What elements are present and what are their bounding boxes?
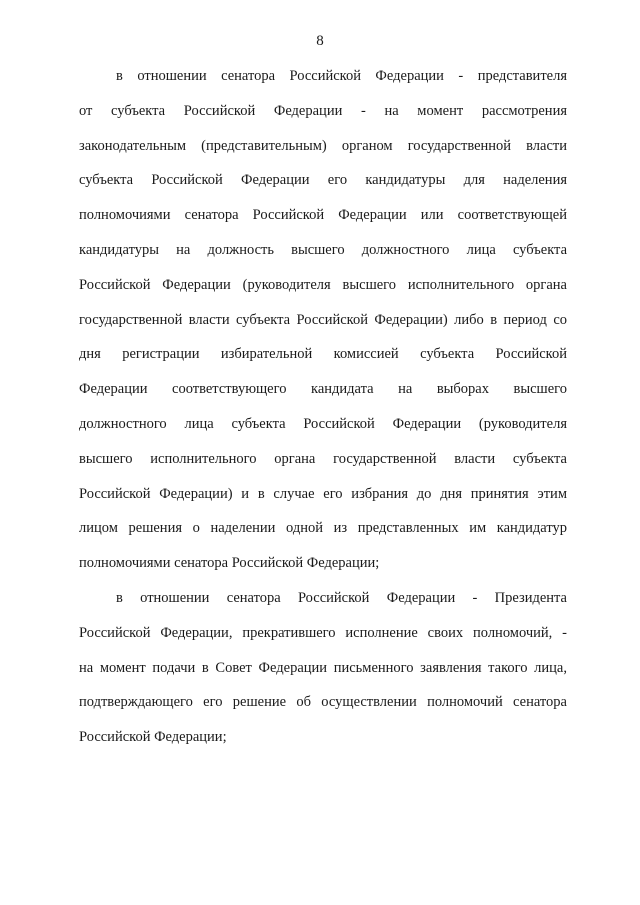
- text-line: кандидатуры на должность высшего должностного лица субъекта: [79, 241, 567, 258]
- text-line: Российской Федерации) и в случае его избрания до дня принятия этим: [79, 485, 567, 502]
- paragraph-senator-president: [79, 588, 567, 762]
- text-line: должностного лица субъекта Российской Федерации (руководителя: [79, 415, 567, 432]
- text-line: на момент подачи в Совет Федерации письменного заявления такого лица,: [79, 659, 567, 676]
- text-line: от субъекта Российской Федерации - на момент рассмотрения: [79, 102, 567, 119]
- text-line: Российской Федерации, прекратившего исполнение своих полномочий, -: [79, 624, 567, 641]
- page-number: 8: [316, 33, 324, 49]
- text-line: в отношении сенатора Российской Федерации - Президента: [116, 590, 567, 606]
- paragraph-senator-representative: [79, 66, 567, 588]
- text-line: дня регистрации избирательной комиссией субъекта Российской: [79, 346, 567, 363]
- text-line: законодательным (представительным) органом государственной власти: [79, 137, 567, 154]
- text-line: Российской Федерации;: [79, 729, 227, 746]
- text-line: в отношении сенатора Российской Федерации - представителя: [116, 68, 567, 84]
- text-line: государственной власти субъекта Российской Федерации) либо в период со: [79, 311, 567, 328]
- text-line: полномочиями сенатора Российской Федерации или соответствующей: [79, 207, 567, 224]
- text-line: лицом решения о наделении одной из представленных им кандидатур: [79, 520, 567, 537]
- text-line: Федерации соответствующего кандидата на выборах высшего: [79, 381, 567, 398]
- text-line: Российской Федерации (руководителя высшего исполнительного органа: [79, 276, 567, 293]
- text-line: высшего исполнительного органа государственной власти субъекта: [79, 450, 567, 467]
- text-line: подтверждающего его решение об осуществлении полномочий сенатора: [79, 694, 567, 711]
- text-line: субъекта Российской Федерации его кандидатуры для наделения: [79, 172, 567, 189]
- text-line: полномочиями сенатора Российской Федерации;: [79, 555, 380, 572]
